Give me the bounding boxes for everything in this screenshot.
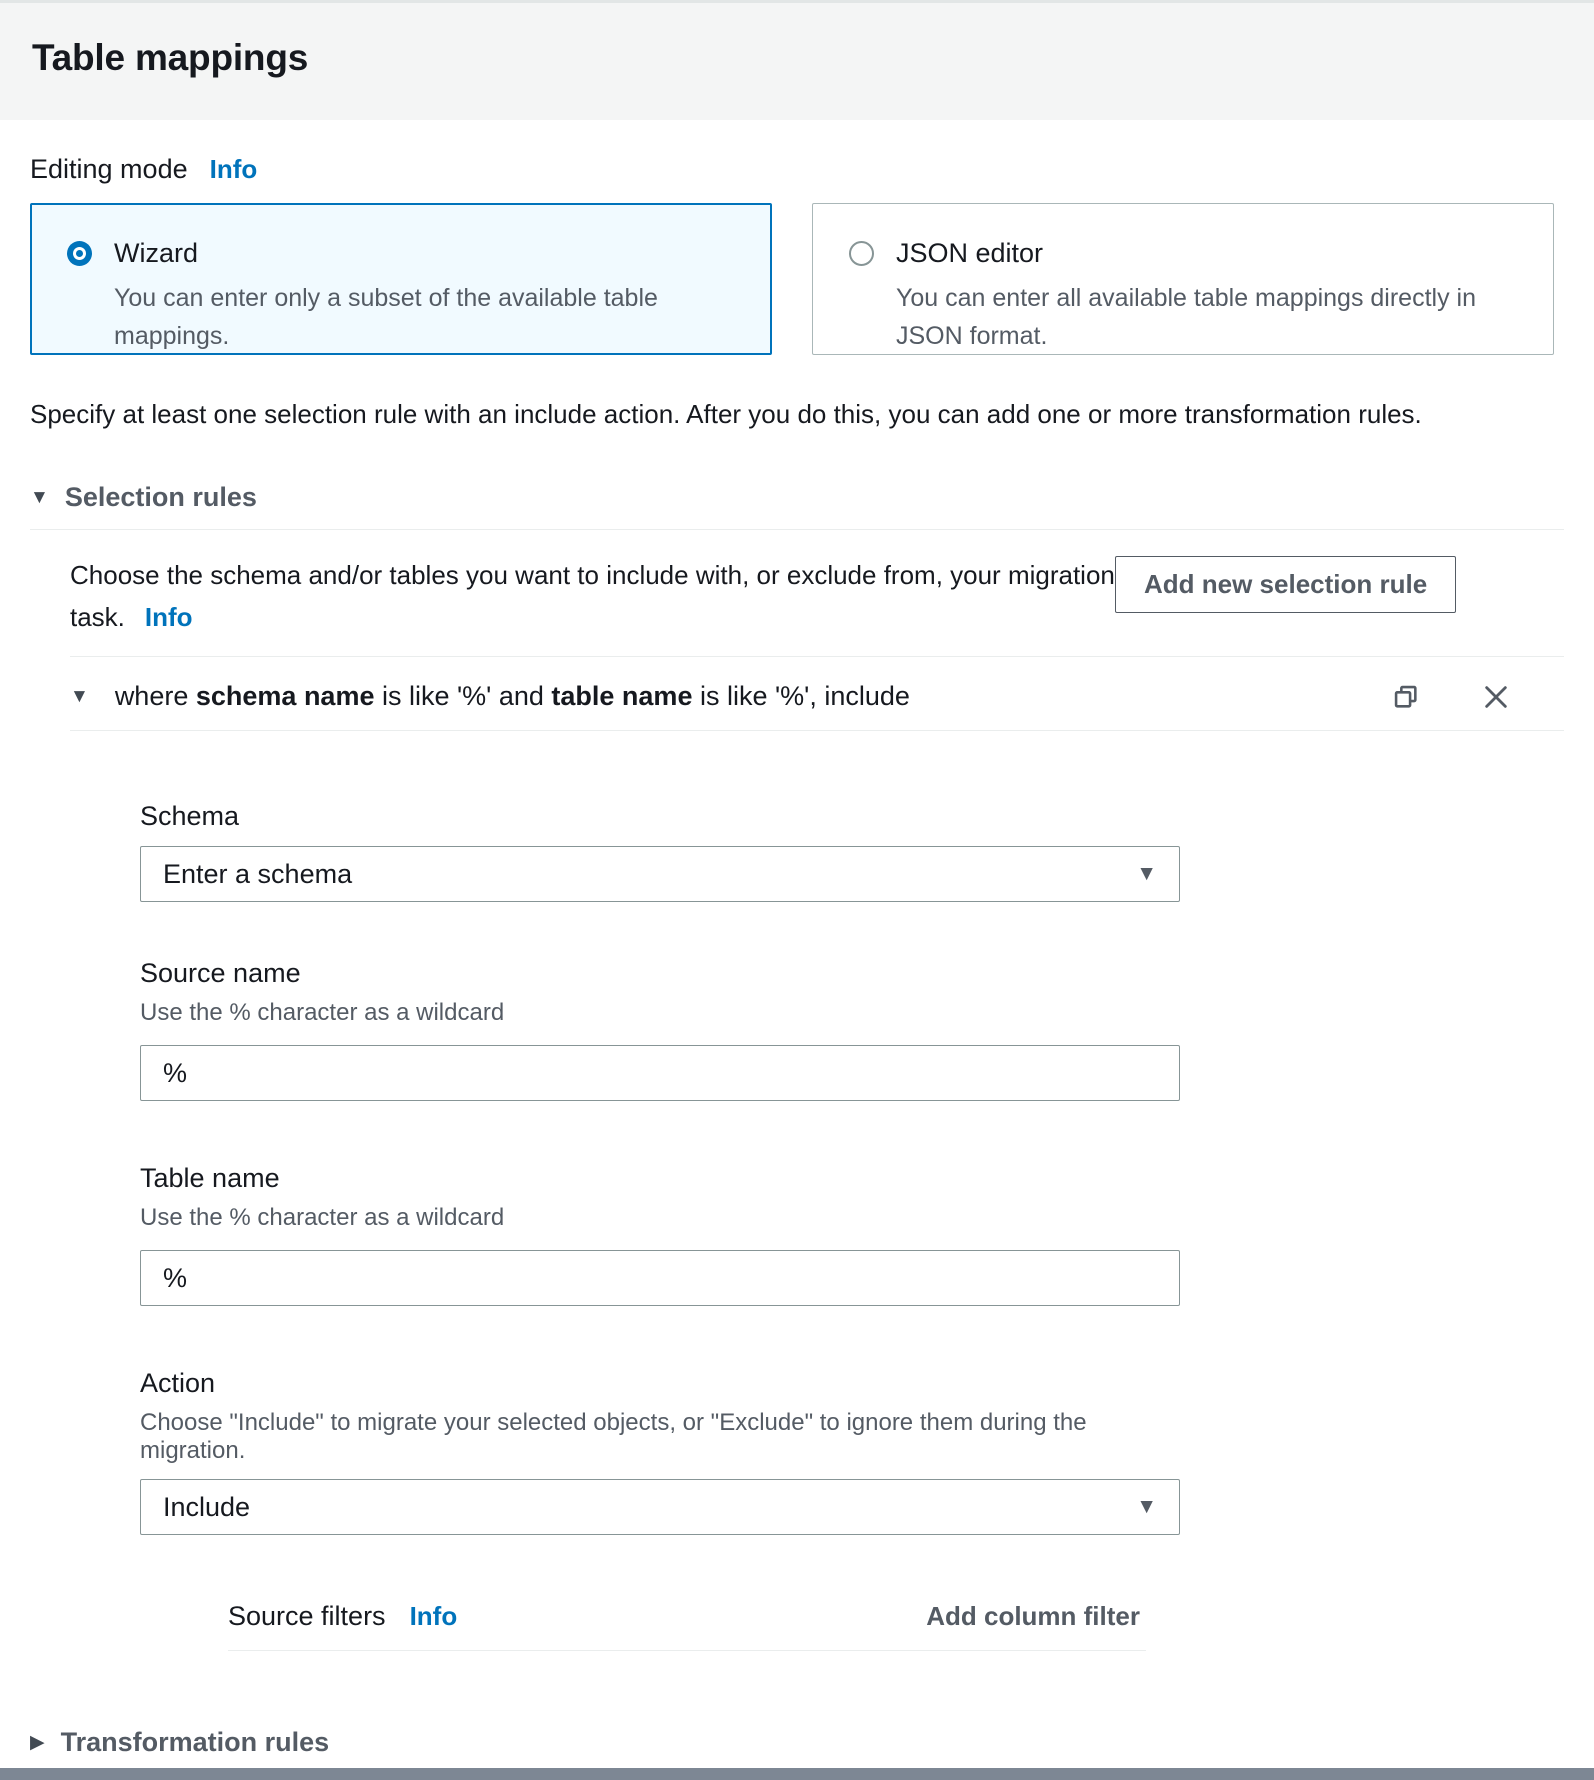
rule-expand-triangle-icon[interactable]: ▼ (70, 686, 89, 707)
transformation-rules-title: Transformation rules (60, 1727, 330, 1757)
schema-field-group (140, 801, 1180, 902)
table-name-label: Table name (140, 1163, 280, 1193)
remove-rule-button[interactable] (1482, 683, 1510, 711)
source-name-label: Source name (140, 958, 301, 988)
rule-summary-schema-name: schema name (195, 681, 375, 711)
radio-selected-icon[interactable] (67, 241, 92, 266)
source-name-input[interactable] (140, 1045, 1180, 1101)
chevron-down-icon: ▼ (1136, 862, 1157, 885)
rule-summary-connector2: is like '%', include (699, 681, 910, 711)
rule-summary-table-name: table name (551, 681, 693, 711)
selection-rules-description-block (70, 554, 1115, 638)
option-card-json-editor[interactable] (812, 203, 1554, 355)
wizard-option-label: Wizard (114, 238, 199, 268)
json-editor-title-row (849, 238, 1523, 269)
expand-triangle-icon: ▼ (30, 487, 49, 508)
selection-rules-top-row (70, 554, 1564, 638)
selection-rules-body (70, 554, 1564, 1651)
duplicate-rule-button[interactable] (1392, 683, 1420, 711)
source-filters-label: Source filters (228, 1601, 386, 1631)
action-field-group (140, 1368, 1180, 1535)
schema-label: Schema (140, 801, 240, 831)
editing-mode-label: Editing mode (30, 154, 188, 184)
collapsed-triangle-icon: ▶ (30, 1732, 45, 1753)
page-header (0, 3, 1594, 120)
transformation-rules-header[interactable] (30, 1727, 329, 1758)
json-editor-option-label: JSON editor (896, 238, 1044, 268)
selection-rules-header[interactable] (30, 482, 257, 513)
action-select-value: Include (163, 1491, 251, 1522)
rule-actions (1392, 683, 1510, 711)
option-card-wizard[interactable] (30, 203, 772, 355)
main-content (0, 154, 1594, 1758)
source-filters-left (228, 1601, 457, 1632)
schema-select-value: Enter a schema (163, 858, 353, 889)
selection-rules-title: Selection rules (64, 482, 257, 512)
selection-rules-info-link[interactable]: Info (144, 602, 193, 632)
intro-text: Specify at least one selection rule with an include action. After you do this, you can add one or more transformation rules. (30, 399, 1422, 429)
source-filters-info-link[interactable]: Info (409, 1601, 458, 1631)
editing-mode-info-link[interactable]: Info (209, 154, 258, 184)
table-name-input[interactable] (140, 1250, 1180, 1306)
action-select[interactable] (140, 1479, 1180, 1535)
source-name-hint: Use the % character as a wildcard (140, 999, 505, 1026)
page-title: Table mappings (32, 37, 309, 78)
divider (70, 656, 1564, 657)
wizard-title-row (67, 238, 741, 269)
divider (228, 1650, 1146, 1651)
add-selection-rule-button[interactable]: Add new selection rule (1115, 556, 1456, 613)
schema-select[interactable] (140, 846, 1180, 902)
editing-mode-options (30, 203, 1554, 355)
rule-summary (115, 681, 910, 712)
table-name-field-group (140, 1163, 1180, 1306)
divider (70, 730, 1564, 731)
json-editor-option-description: You can enter all available table mappings directly in JSON format. (896, 284, 1476, 350)
rule-header (70, 681, 1564, 712)
add-column-filter-button[interactable]: Add column filter (926, 1601, 1140, 1631)
source-filters-section (228, 1601, 1180, 1651)
divider (30, 529, 1564, 530)
chevron-down-icon: ▼ (1136, 1495, 1157, 1518)
radio-unselected-icon[interactable] (849, 241, 874, 266)
selection-rules-description: Choose the schema and/or tables you want to include with, or exclude from, your migration task. (70, 560, 1115, 632)
copy-icon (1392, 683, 1420, 711)
source-name-field-group (140, 958, 1180, 1101)
close-icon (1482, 683, 1510, 711)
table-name-hint: Use the % character as a wildcard (140, 1204, 505, 1231)
action-hint: Choose "Include" to migrate your selected objects, or "Exclude" to ignore them during the migration. (140, 1409, 1087, 1464)
action-label: Action (140, 1368, 216, 1398)
footer-bar (0, 1768, 1594, 1780)
rule-summary-connector1: is like '%' and (382, 681, 544, 711)
source-filters-row (228, 1601, 1180, 1632)
rule-summary-where: where (114, 681, 189, 711)
rule-body (140, 801, 1180, 1651)
wizard-option-description: You can enter only a subset of the available table mappings. (114, 284, 658, 350)
editing-mode-row (30, 154, 1564, 185)
